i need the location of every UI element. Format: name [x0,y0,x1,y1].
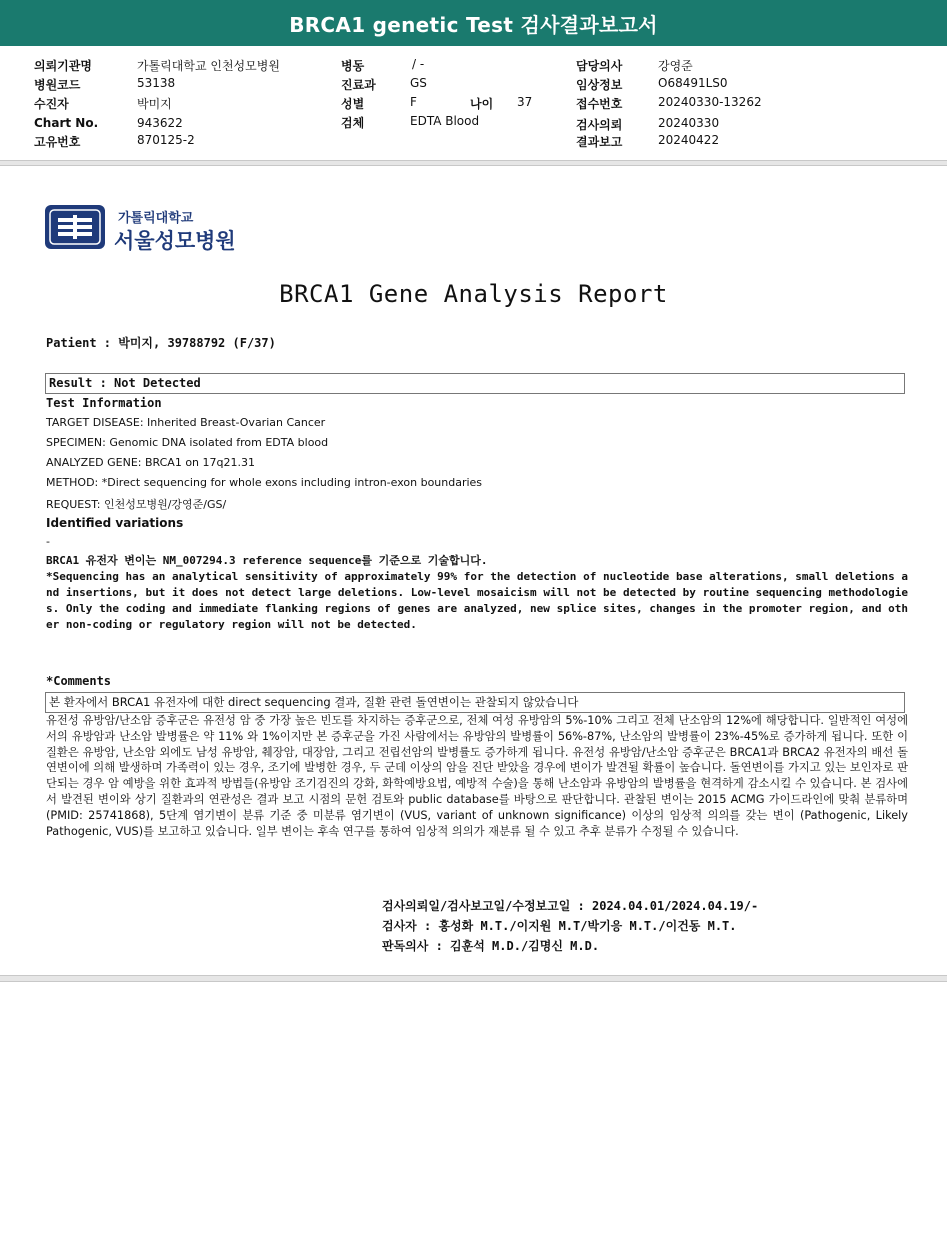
header-value-request-date: 20240330 [658,116,720,130]
window-title: BRCA1 genetic Test 검사결과보고서 [0,0,947,46]
sensitivity-note: *Sequencing has an analytical sensitivity of approximately 99% for the detection of nucleotide base alterations, small deletions and insertions, but it does not detect large deletions. Low-level mosaicism will not be detected by routine sequencing methodologies. Only the coding and immediate flanking regions of genes are analyzed, new splice sites, changes in the promoter region, and other non-coding or regulatory region will not be detected. [46,570,908,631]
header-value-hospital-code: 53138 [137,76,176,90]
header-value-specimen: EDTA Blood [410,114,480,128]
header-value-institution: 가톨릭대학교 인천성모병원 [137,59,280,73]
header-label-patient: 수진자 [34,97,69,111]
analyzed-gene: ANALYZED GENE: BRCA1 on 17q21.31 [46,456,255,469]
logo-text-university: 가톨릭대학교 [118,211,194,226]
header-value-age: 37 [517,95,533,109]
header-label-age: 나이 [470,97,494,111]
header-value-chart-no: 943622 [137,116,183,130]
header-value-physician: 강영준 [658,59,693,73]
header-value-clinical-info: O68491LS0 [658,76,728,90]
header-label-physician: 담당의사 [576,59,623,73]
comment-summary-box: 본 환자에서 BRCA1 유전자에 대한 direct sequencing 결과, 질환 관련 돌연변이는 관찰되지 않았습니다 [45,692,905,713]
comments-heading: *Comments [46,674,112,688]
hospital-logo-emblem [44,204,106,250]
examiners: 검사자 : 홍성화 M.T./이지원 M.T/박기응 M.T./이건동 M.T. [382,919,737,933]
header-value-patient: 박미지 [137,97,172,111]
header-label-request-date: 검사의뢰 [576,118,623,132]
result-box: Result : Not Detected [45,373,905,394]
comment-text: 유전성 유방암/난소암 증후군은 유전성 암 중 가장 높은 빈도를 차지하는 증후군으로, 전체 여성 유방암의 5%-10% 그리고 전체 난소암의 12%에 해당합니다. 일반적인 여성에서의 유방암과 난소암 발병률은 약 11% 와 1%이지만 본 증후군을 가진 사람에서는 유방암의 발병률이 56%-87%, 난소암의 발병률이 23%-45%로 증가하게 됩니다. 또한 이 질환은 유방암, 난소암 외에도 남성 유방암, 췌장암, 대장암, 그리고 전립선암의 발병률도 증가하게 됩니다. 유전성 유방암/난소암 증후군은 BRCA1과 BRCA2 유전자의 배선 돌연변이에 의해 발생하며 가족력이 있는 경우, 조기에 발병한 경우, 두 군데 이상의 암을 진단 받았을 경우에 변이가 발견될 확률이 높습니다. 돌연변이를 가지고 있는 보인자로 판단되는 경우 암 예방을 위한 효과적 방법들(유방암 조기검진의 강화, 화학예방요법, 예방적 수술)을 통해 난소암과 유방암의 발병률을 현격하게 감소시킬 수 있습니다. 본 검사에서 발견된 변이와 상기 질환과의 연관성은 결과 보고 시점의 문헌 검토와 public database를 바탕으로 판단합니다. 관찰된 변이는 2015 ACMG 가이드라인에 맞춰 분류하며 (PMID: 25741868), 5단계 염기변이 분류 기준 중 미분류 염기변이 (VUS, variant of unknown significance) 이상의 임상적 의의를 갖는 변이 (Pathogenic, Likely Pathogenic, VUS)를 보고하고 있습니다. 일부 변이는 후속 연구를 통하여 임상적 의의가 재분류 될 수 있고 추후 분류가 수정될 수 있습니다. [46,714,908,838]
header-label-accession-no: 접수번호 [576,97,623,111]
header-label-institution: 의뢰기관명 [34,59,92,73]
header-value-report-date: 20240422 [658,133,720,147]
header-divider [0,160,947,166]
specimen: SPECIMEN: Genomic DNA isolated from EDTA blood [46,436,329,449]
interpreters: 판독의사 : 김훈석 M.D./김명신 M.D. [382,939,600,953]
header-value-sex: F [410,95,417,109]
footer-divider [0,975,947,982]
header-label-clinical-info: 임상정보 [576,78,623,92]
reference-note: BRCA1 유전자 변이는 NM_007294.3 reference sequence를 기준으로 기술합니다. [46,554,488,567]
report-dates: 검사의뢰일/검사보고일/수정보고일 : 2024.04.01/2024.04.19/- [382,899,759,913]
header-label-chart-no: Chart No. [34,116,99,130]
header-label-report-date: 결과보고 [576,135,623,149]
identified-variations-heading: Identified variations [46,516,184,530]
identified-variations-value: - [46,535,50,548]
header-label-department: 진료과 [341,78,376,92]
test-info-heading: Test Information [46,396,162,410]
method: METHOD: *Direct sequencing for whole exons including intron-exon boundaries [46,476,483,489]
report-title: BRCA1 Gene Analysis Report [279,280,668,308]
logo-text-hospital: 서울성모병원 [114,229,236,253]
header-value-ward: / - [412,57,425,71]
header-label-ward: 병동 [341,59,365,73]
header-label-sex: 성별 [341,97,365,111]
header-value-accession-no: 20240330-13262 [658,95,762,109]
header-value-unique-no: 870125-2 [137,133,195,147]
header-label-specimen: 검체 [341,116,365,130]
header-label-unique-no: 고유번호 [34,135,81,149]
request: REQUEST: 인천성모병원/강영준/GS/ [46,498,227,511]
header-value-department: GS [410,76,427,90]
target-disease: TARGET DISEASE: Inherited Breast-Ovarian Cancer [46,416,326,429]
patient-line: Patient : 박미지, 39788792 (F/37) [46,336,276,350]
header-label-hospital-code: 병원코드 [34,78,81,92]
